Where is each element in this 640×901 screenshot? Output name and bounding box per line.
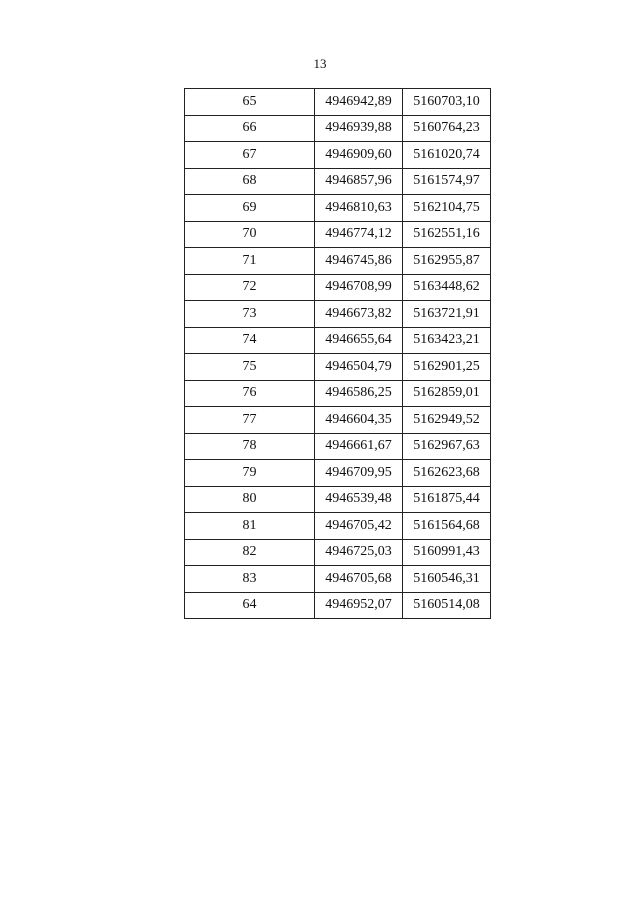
table-row (185, 327, 491, 354)
point-number-cell: 65 (185, 89, 315, 116)
y-coordinate-cell: 5162859,01 (403, 380, 491, 407)
point-number-cell: 81 (185, 513, 315, 540)
table-row (185, 460, 491, 487)
y-coordinate-cell: 5161564,68 (403, 513, 491, 540)
y-coordinate-cell: 5162623,68 (403, 460, 491, 487)
y-coordinate-cell: 5160514,08 (403, 592, 491, 619)
point-number-cell: 66 (185, 115, 315, 142)
x-coordinate-cell: 4946504,79 (315, 354, 403, 381)
point-number-cell: 73 (185, 301, 315, 328)
x-coordinate-cell: 4946705,68 (315, 566, 403, 593)
table-row (185, 486, 491, 513)
x-coordinate-cell: 4946774,12 (315, 221, 403, 248)
point-number-cell: 83 (185, 566, 315, 593)
point-number-cell: 78 (185, 433, 315, 460)
table-row (185, 168, 491, 195)
point-number-cell: 77 (185, 407, 315, 434)
table-row (185, 433, 491, 460)
x-coordinate-cell: 4946709,95 (315, 460, 403, 487)
y-coordinate-cell: 5160991,43 (403, 539, 491, 566)
coordinates-table-body (185, 89, 491, 619)
y-coordinate-cell: 5160546,31 (403, 566, 491, 593)
y-coordinate-cell: 5162551,16 (403, 221, 491, 248)
x-coordinate-cell: 4946909,60 (315, 142, 403, 169)
point-number-cell: 72 (185, 274, 315, 301)
x-coordinate-cell: 4946939,88 (315, 115, 403, 142)
y-coordinate-cell: 5160764,23 (403, 115, 491, 142)
point-number-cell: 64 (185, 592, 315, 619)
x-coordinate-cell: 4946725,03 (315, 539, 403, 566)
point-number-cell: 75 (185, 354, 315, 381)
y-coordinate-cell: 5163423,21 (403, 327, 491, 354)
y-coordinate-cell: 5162955,87 (403, 248, 491, 275)
x-coordinate-cell: 4946952,07 (315, 592, 403, 619)
table-row (185, 142, 491, 169)
x-coordinate-cell: 4946673,82 (315, 301, 403, 328)
point-number-cell: 80 (185, 486, 315, 513)
y-coordinate-cell: 5160703,10 (403, 89, 491, 116)
table-row (185, 513, 491, 540)
x-coordinate-cell: 4946539,48 (315, 486, 403, 513)
table-row (185, 380, 491, 407)
point-number-cell: 82 (185, 539, 315, 566)
x-coordinate-cell: 4946810,63 (315, 195, 403, 222)
point-number-cell: 69 (185, 195, 315, 222)
coordinates-table (184, 88, 491, 619)
y-coordinate-cell: 5163448,62 (403, 274, 491, 301)
x-coordinate-cell: 4946857,96 (315, 168, 403, 195)
table-row (185, 592, 491, 619)
table-row (185, 539, 491, 566)
table-row (185, 301, 491, 328)
x-coordinate-cell: 4946655,64 (315, 327, 403, 354)
y-coordinate-cell: 5162901,25 (403, 354, 491, 381)
y-coordinate-cell: 5163721,91 (403, 301, 491, 328)
table-row (185, 248, 491, 275)
table-row (185, 115, 491, 142)
table-row (185, 354, 491, 381)
x-coordinate-cell: 4946708,99 (315, 274, 403, 301)
point-number-cell: 76 (185, 380, 315, 407)
table-row (185, 195, 491, 222)
x-coordinate-cell: 4946942,89 (315, 89, 403, 116)
table-row (185, 407, 491, 434)
y-coordinate-cell: 5162949,52 (403, 407, 491, 434)
point-number-cell: 71 (185, 248, 315, 275)
table-row (185, 274, 491, 301)
x-coordinate-cell: 4946705,42 (315, 513, 403, 540)
x-coordinate-cell: 4946661,67 (315, 433, 403, 460)
x-coordinate-cell: 4946604,35 (315, 407, 403, 434)
point-number-cell: 70 (185, 221, 315, 248)
x-coordinate-cell: 4946586,25 (315, 380, 403, 407)
y-coordinate-cell: 5161875,44 (403, 486, 491, 513)
point-number-cell: 79 (185, 460, 315, 487)
table-row (185, 221, 491, 248)
y-coordinate-cell: 5161574,97 (403, 168, 491, 195)
y-coordinate-cell: 5161020,74 (403, 142, 491, 169)
x-coordinate-cell: 4946745,86 (315, 248, 403, 275)
y-coordinate-cell: 5162967,63 (403, 433, 491, 460)
y-coordinate-cell: 5162104,75 (403, 195, 491, 222)
page-number: 13 (313, 56, 327, 71)
point-number-cell: 74 (185, 327, 315, 354)
table-row (185, 89, 491, 116)
point-number-cell: 67 (185, 142, 315, 169)
point-number-cell: 68 (185, 168, 315, 195)
table-row (185, 566, 491, 593)
